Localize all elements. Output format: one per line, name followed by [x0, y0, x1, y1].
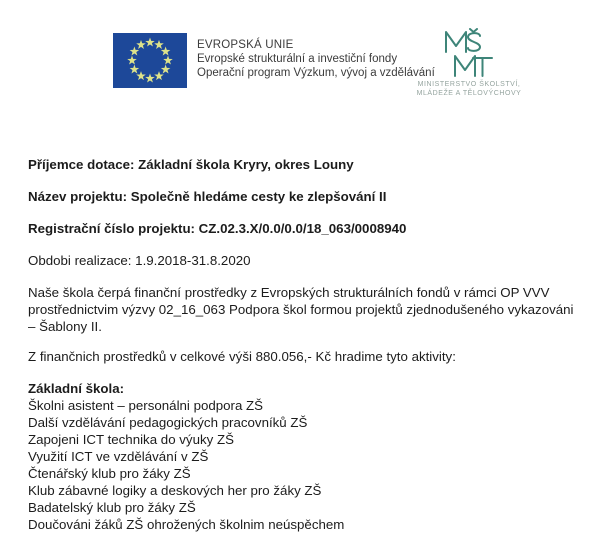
activity-item: Čtenářský klub pro žáky ZŠ	[28, 466, 191, 481]
activity-item: Školni asistent – personálni podpora ZŠ	[28, 398, 264, 413]
eu-text-line3: Operační program Výzkum, vývoj a vzdělávání	[197, 67, 435, 79]
activity-item: Využití ICT ve vzdělávání v ZŠ	[28, 449, 209, 464]
eu-text-line2: Evropské strukturální a investiční fondy	[197, 53, 398, 65]
msmt-caption-line1: MINISTERSTVO ŠKOLSTVÍ,	[417, 81, 521, 88]
activity-item: Doučováni žáků ZŠ ohrožených školnim neúspěchem	[28, 517, 345, 532]
document-body	[28, 156, 594, 533]
school-heading: Základní škola:	[28, 381, 125, 396]
activity-item: Badatelský klub pro žáky ZŠ	[28, 500, 196, 515]
funding-line: Z finančnich prostředků v celkové výši 880.056,- Kč hradime tyto aktivity:	[28, 349, 456, 364]
intro-paragraph	[28, 284, 594, 335]
msmt-logo-block	[408, 28, 530, 98]
activity-item: Zapojeni ICT technika do výuky ZŠ	[28, 432, 234, 447]
project-name-line: Název projektu: Společně hledáme cesty ke zlepšování II	[28, 189, 387, 204]
msmt-monogram-icon	[443, 28, 495, 78]
recipient-line: Příjemce dotace: Základní škola Kryry, okres Louny	[28, 157, 354, 172]
eu-logo-block	[113, 33, 435, 88]
intro-paragraph-line2: prostřednictvim výzvy 02_16_063 Podpora škol formou projektů zjednodušeného vykazováni	[28, 302, 574, 317]
eu-text-block	[197, 33, 435, 80]
intro-paragraph-line3: – Šablony II.	[28, 319, 102, 334]
eu-text-line1: EVROPSKÁ UNIE	[197, 39, 294, 51]
intro-paragraph-line1: Naše škola čerpá finanční prostředky z Evropských strukturálních fondů v rámci OP VVV	[28, 285, 550, 300]
activities-list	[28, 397, 594, 533]
period-line: Obdobi realizace: 1.9.2018-31.8.2020	[28, 253, 251, 268]
registration-line: Registrační číslo projektu: CZ.02.3.X/0.0/0.0/18_063/0008940	[28, 221, 407, 236]
activity-item: Další vzdělávání pedagogických pracovníků ZŠ	[28, 415, 308, 430]
msmt-caption-line2: MLÁDEŽE A TĚLOVÝCHOVY	[416, 89, 522, 97]
eu-flag-icon	[113, 33, 187, 88]
activity-item: Klub zábavné logiky a deskových her pro žáky ZŠ	[28, 483, 322, 498]
